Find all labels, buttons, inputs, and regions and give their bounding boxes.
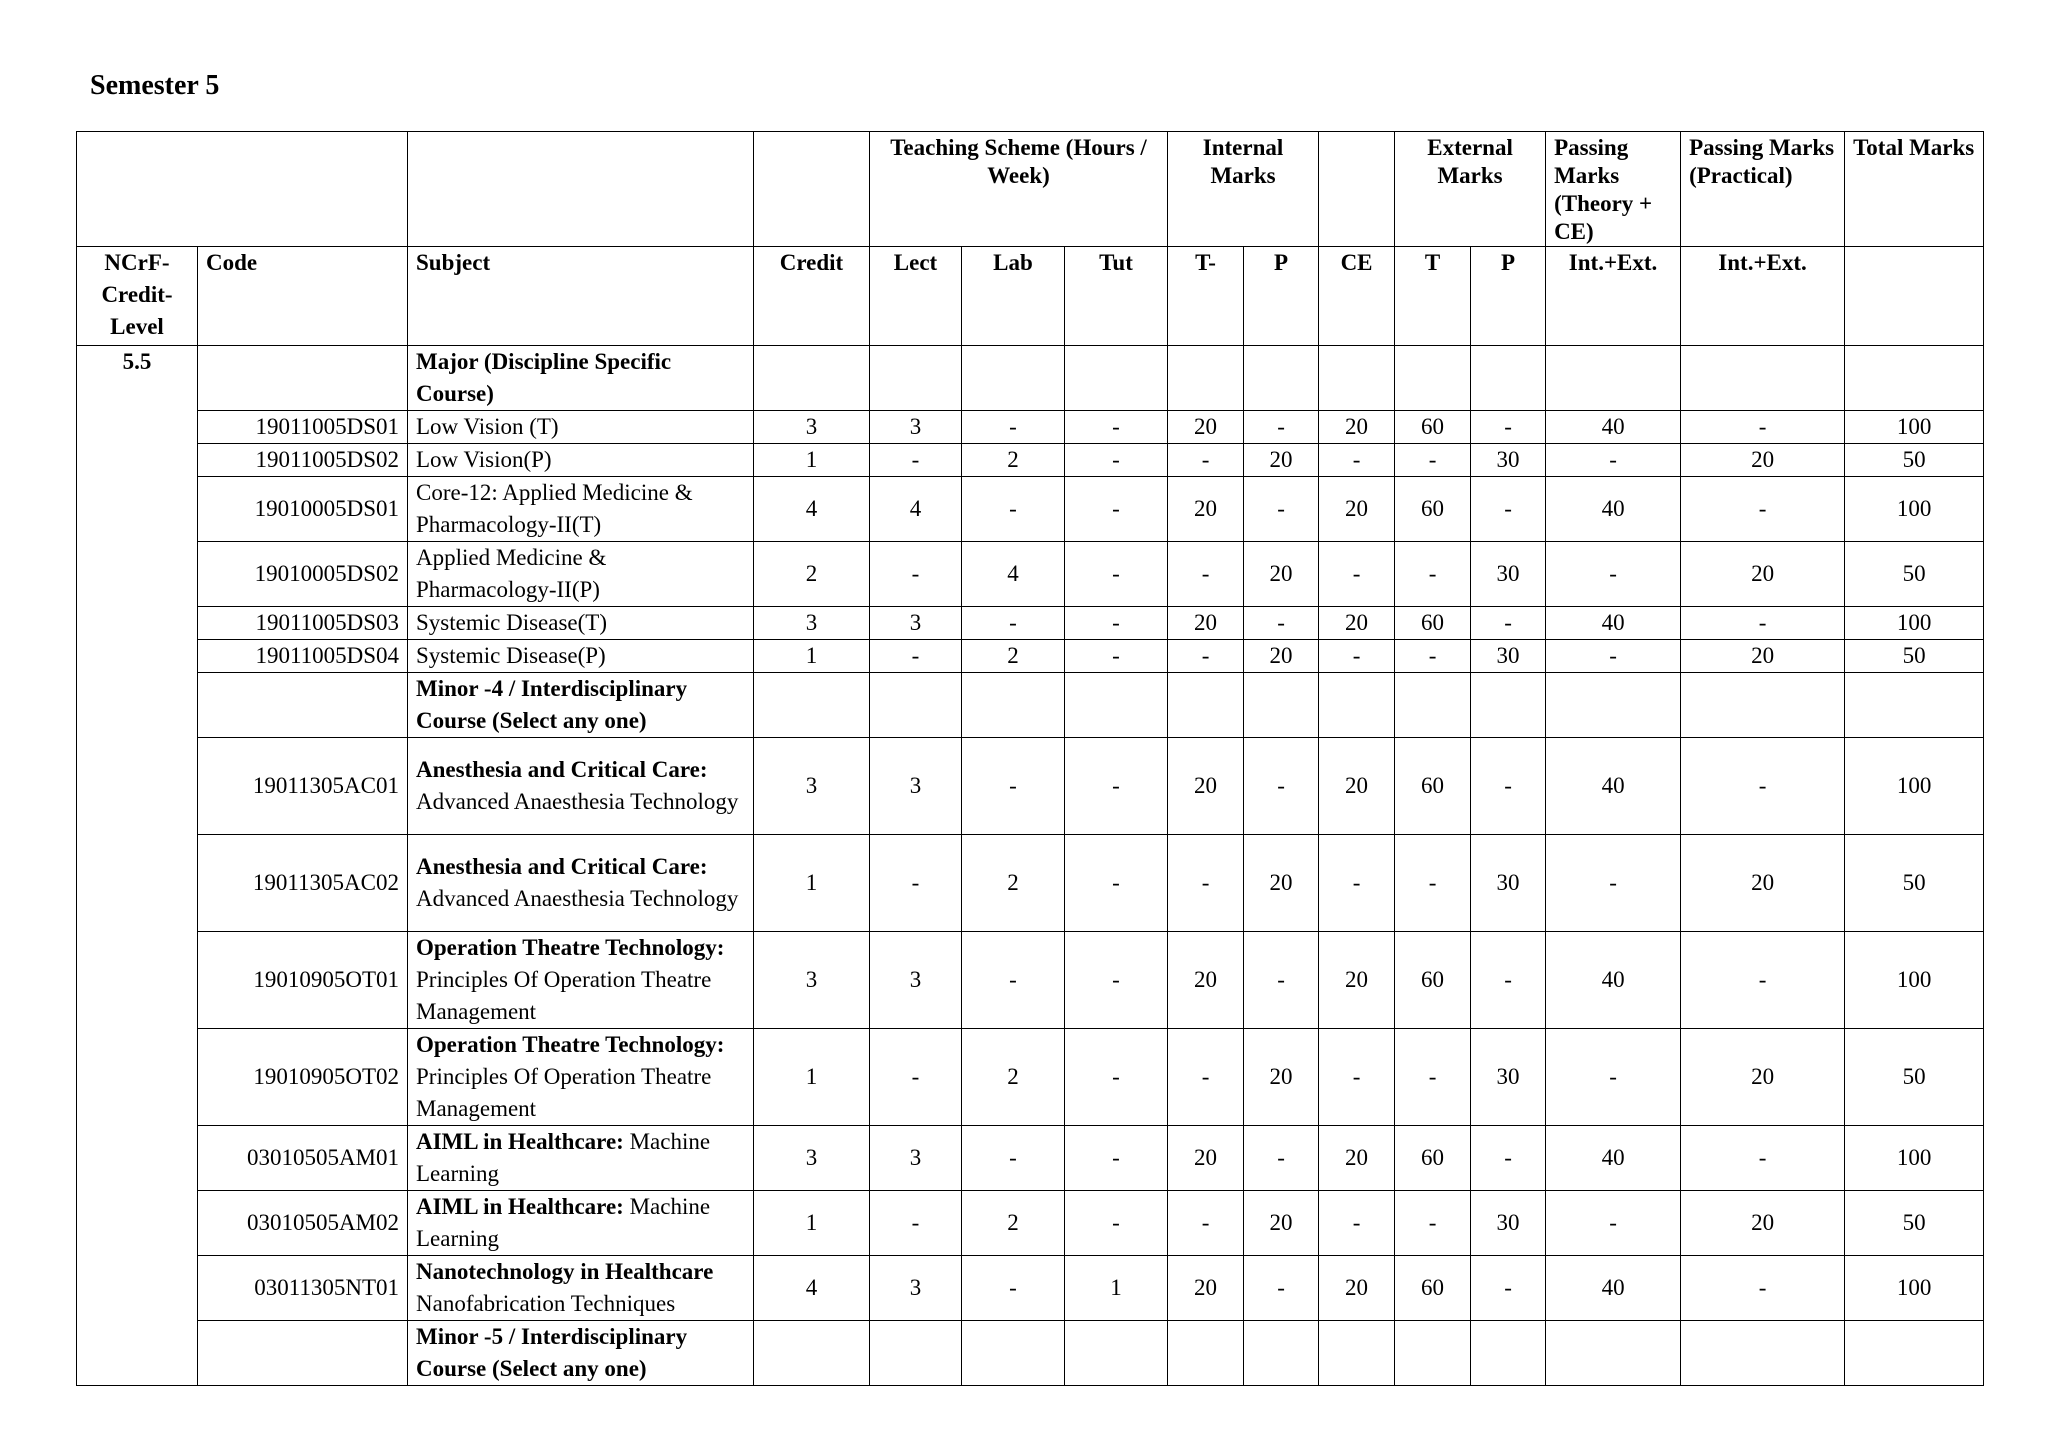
- passing-theory-cell: -: [1546, 1191, 1681, 1256]
- course-subject: [408, 1029, 754, 1126]
- subject-group: Anesthesia and Critical Care:: [416, 854, 708, 879]
- external-p-cell: 30: [1471, 835, 1546, 932]
- table-row: [77, 607, 1984, 640]
- internal-t-cell: 20: [1168, 607, 1244, 640]
- table-row: [77, 640, 1984, 673]
- course-subject: [408, 1126, 754, 1191]
- lect-cell: -: [870, 1191, 962, 1256]
- credit-cell: 1: [754, 1029, 870, 1126]
- table-row: [77, 1256, 1984, 1321]
- table-cell: [1319, 1321, 1395, 1386]
- header-blank: [1319, 132, 1395, 247]
- external-t-cell: 60: [1395, 738, 1471, 835]
- internal-t-cell: 20: [1168, 411, 1244, 444]
- total-cell: 50: [1845, 1191, 1984, 1256]
- col-header-external-t: T: [1395, 247, 1471, 346]
- subject-group: Anesthesia and Critical Care:: [416, 757, 708, 782]
- header-blank: [754, 132, 870, 247]
- tut-cell: -: [1065, 1029, 1168, 1126]
- table-row: [77, 932, 1984, 1029]
- internal-t-cell: 20: [1168, 477, 1244, 542]
- passing-practical-cell: -: [1681, 477, 1845, 542]
- table-cell: [962, 1321, 1065, 1386]
- course-subject: [408, 835, 754, 932]
- internal-t-cell: 20: [1168, 738, 1244, 835]
- lect-cell: 3: [870, 411, 962, 444]
- tut-cell: -: [1065, 932, 1168, 1029]
- table-cell: [1546, 346, 1681, 411]
- table-cell: [1168, 673, 1244, 738]
- internal-t-cell: -: [1168, 1029, 1244, 1126]
- credit-cell: 3: [754, 932, 870, 1029]
- passing-theory-cell: 40: [1546, 738, 1681, 835]
- internal-p-cell: -: [1244, 1126, 1319, 1191]
- credit-cell: 1: [754, 640, 870, 673]
- table-row: [77, 411, 1984, 444]
- total-cell: 50: [1845, 835, 1984, 932]
- table-cell: [1319, 346, 1395, 411]
- table-row: [77, 477, 1984, 542]
- tut-cell: -: [1065, 477, 1168, 542]
- col-header-level: NCrF-Credit-Level: [77, 247, 198, 346]
- passing-theory-cell: 40: [1546, 411, 1681, 444]
- internal-t-cell: 20: [1168, 1126, 1244, 1191]
- header-row-top: [77, 132, 1984, 247]
- course-code: 19011005DS03: [198, 607, 408, 640]
- ce-cell: 20: [1319, 1256, 1395, 1321]
- tut-cell: -: [1065, 640, 1168, 673]
- table-cell: [870, 346, 962, 411]
- lect-cell: 3: [870, 932, 962, 1029]
- lab-cell: 2: [962, 1029, 1065, 1126]
- lect-cell: -: [870, 444, 962, 477]
- table-cell: [1168, 1321, 1244, 1386]
- external-p-cell: -: [1471, 1256, 1546, 1321]
- lab-cell: 2: [962, 640, 1065, 673]
- table-cell: [1065, 673, 1168, 738]
- internal-p-cell: 20: [1244, 835, 1319, 932]
- passing-theory-cell: -: [1546, 444, 1681, 477]
- lect-cell: -: [870, 542, 962, 607]
- course-code: 19010005DS01: [198, 477, 408, 542]
- subject-group: AIML in Healthcare:: [416, 1129, 624, 1154]
- ce-cell: 20: [1319, 607, 1395, 640]
- external-p-cell: 30: [1471, 1029, 1546, 1126]
- table-row: [77, 835, 1984, 932]
- external-p-cell: 30: [1471, 444, 1546, 477]
- internal-p-cell: -: [1244, 607, 1319, 640]
- table-cell: [1395, 1321, 1471, 1386]
- header-row-columns: [77, 247, 1984, 346]
- total-cell: 100: [1845, 1256, 1984, 1321]
- internal-p-cell: 20: [1244, 1029, 1319, 1126]
- ce-cell: -: [1319, 640, 1395, 673]
- passing-practical-cell: -: [1681, 1256, 1845, 1321]
- ce-cell: -: [1319, 1191, 1395, 1256]
- passing-theory-cell: 40: [1546, 932, 1681, 1029]
- subject-group: Nanotechnology in Healthcare: [416, 1259, 714, 1284]
- external-p-cell: 30: [1471, 1191, 1546, 1256]
- table-cell: [1471, 1321, 1546, 1386]
- table-cell: [1319, 673, 1395, 738]
- page-title: Semester 5: [90, 70, 220, 101]
- internal-t-cell: -: [1168, 444, 1244, 477]
- table-cell: [1065, 346, 1168, 411]
- col-header-code: Code: [198, 247, 408, 346]
- table-cell: [1471, 346, 1546, 411]
- subject-name: Low Vision(P): [416, 447, 552, 472]
- ce-cell: -: [1319, 542, 1395, 607]
- col-header-subject: Subject: [408, 247, 754, 346]
- table-cell: [1244, 1321, 1319, 1386]
- external-p-cell: 30: [1471, 640, 1546, 673]
- external-p-cell: -: [1471, 607, 1546, 640]
- credit-cell: 1: [754, 835, 870, 932]
- tut-cell: -: [1065, 1126, 1168, 1191]
- course-code: 19011005DS01: [198, 411, 408, 444]
- credit-cell: 1: [754, 444, 870, 477]
- table-cell: [754, 1321, 870, 1386]
- total-cell: 100: [1845, 738, 1984, 835]
- credit-cell: 1: [754, 1191, 870, 1256]
- course-subject: [408, 932, 754, 1029]
- internal-t-cell: -: [1168, 542, 1244, 607]
- lect-cell: 3: [870, 1126, 962, 1191]
- subject-name: Low Vision (T): [416, 414, 559, 439]
- table-cell: [1395, 346, 1471, 411]
- lect-cell: -: [870, 640, 962, 673]
- passing-practical-cell: 20: [1681, 640, 1845, 673]
- external-t-cell: -: [1395, 1191, 1471, 1256]
- internal-t-cell: -: [1168, 640, 1244, 673]
- col-header-lab: Lab: [962, 247, 1065, 346]
- table-row: [77, 1029, 1984, 1126]
- lab-cell: -: [962, 607, 1065, 640]
- ce-cell: 20: [1319, 411, 1395, 444]
- course-subject: [408, 477, 754, 542]
- lab-cell: -: [962, 411, 1065, 444]
- course-subject: [408, 607, 754, 640]
- course-code: 03010505AM01: [198, 1126, 408, 1191]
- table-cell: [870, 1321, 962, 1386]
- credit-cell: 4: [754, 477, 870, 542]
- col-header-lect: Lect: [870, 247, 962, 346]
- total-cell: 50: [1845, 444, 1984, 477]
- credit-cell: 2: [754, 542, 870, 607]
- external-t-cell: 60: [1395, 1126, 1471, 1191]
- table-cell: [754, 673, 870, 738]
- total-cell: 100: [1845, 477, 1984, 542]
- internal-t-cell: -: [1168, 835, 1244, 932]
- total-cell: 50: [1845, 1029, 1984, 1126]
- tut-cell: -: [1065, 835, 1168, 932]
- internal-p-cell: 20: [1244, 542, 1319, 607]
- subject-group: Operation Theatre Technology:: [416, 935, 725, 960]
- lect-cell: -: [870, 1029, 962, 1126]
- col-header-credit: Credit: [754, 247, 870, 346]
- header-blank: [408, 132, 754, 247]
- subject-name: Advanced Anaesthesia Technology: [416, 886, 739, 911]
- col-header-internal-p: P: [1244, 247, 1319, 346]
- passing-theory-cell: 40: [1546, 1256, 1681, 1321]
- col-header-internal-t: T-: [1168, 247, 1244, 346]
- course-subject: [408, 1256, 754, 1321]
- table-row: [77, 542, 1984, 607]
- external-t-cell: -: [1395, 835, 1471, 932]
- header-passing-theory: Passing Marks (Theory + CE): [1546, 132, 1681, 247]
- total-cell: 100: [1845, 411, 1984, 444]
- total-cell: 100: [1845, 1126, 1984, 1191]
- table-row: [77, 1126, 1984, 1191]
- internal-p-cell: -: [1244, 932, 1319, 1029]
- passing-practical-cell: 20: [1681, 444, 1845, 477]
- external-t-cell: 60: [1395, 932, 1471, 1029]
- internal-p-cell: 20: [1244, 1191, 1319, 1256]
- course-code: 19011305AC01: [198, 738, 408, 835]
- internal-t-cell: -: [1168, 1191, 1244, 1256]
- total-cell: 50: [1845, 542, 1984, 607]
- tut-cell: -: [1065, 1191, 1168, 1256]
- table-cell: [1395, 673, 1471, 738]
- tut-cell: -: [1065, 738, 1168, 835]
- external-p-cell: -: [1471, 477, 1546, 542]
- internal-p-cell: -: [1244, 738, 1319, 835]
- tut-cell: -: [1065, 607, 1168, 640]
- table-cell: [1065, 1321, 1168, 1386]
- lab-cell: -: [962, 1256, 1065, 1321]
- course-code: 19011005DS04: [198, 640, 408, 673]
- header-blank: [77, 132, 408, 247]
- credit-cell: 3: [754, 738, 870, 835]
- subject-group: AIML in Healthcare:: [416, 1194, 624, 1219]
- external-t-cell: 60: [1395, 607, 1471, 640]
- passing-theory-cell: 40: [1546, 607, 1681, 640]
- section-row-minor-4: [77, 673, 1984, 738]
- ce-cell: 20: [1319, 1126, 1395, 1191]
- external-t-cell: 60: [1395, 411, 1471, 444]
- total-cell: 100: [1845, 607, 1984, 640]
- course-code: 03010505AM02: [198, 1191, 408, 1256]
- table-cell: [1546, 673, 1681, 738]
- table-cell: [1681, 673, 1845, 738]
- external-p-cell: -: [1471, 932, 1546, 1029]
- table-cell: [1471, 673, 1546, 738]
- lect-cell: -: [870, 835, 962, 932]
- passing-practical-cell: -: [1681, 607, 1845, 640]
- section-label-major: Major (Discipline Specific Course): [408, 346, 754, 411]
- passing-theory-cell: -: [1546, 835, 1681, 932]
- passing-practical-cell: -: [1681, 1126, 1845, 1191]
- section-row-minor-5: [77, 1321, 1984, 1386]
- credit-cell: 4: [754, 1256, 870, 1321]
- total-cell: 50: [1845, 640, 1984, 673]
- total-cell: 100: [1845, 932, 1984, 1029]
- course-code: 19011305AC02: [198, 835, 408, 932]
- lect-cell: 3: [870, 607, 962, 640]
- col-header-tut: Tut: [1065, 247, 1168, 346]
- ce-cell: -: [1319, 835, 1395, 932]
- header-external-marks: External Marks: [1395, 132, 1546, 247]
- lab-cell: 2: [962, 835, 1065, 932]
- lab-cell: 2: [962, 444, 1065, 477]
- ce-cell: -: [1319, 1029, 1395, 1126]
- course-subject: [408, 1191, 754, 1256]
- external-p-cell: 30: [1471, 542, 1546, 607]
- col-header-passing-practical: Int.+Ext.: [1681, 247, 1845, 346]
- subject-name: Advanced Anaesthesia Technology: [416, 789, 739, 814]
- passing-practical-cell: -: [1681, 411, 1845, 444]
- subject-name: Principles Of Operation Theatre Management: [416, 1064, 712, 1121]
- subject-name: Nanofabrication Techniques: [416, 1291, 676, 1316]
- credit-cell: 3: [754, 607, 870, 640]
- subject-name: Machine Learning: [416, 1194, 711, 1251]
- col-header-external-p: P: [1471, 247, 1546, 346]
- lab-cell: -: [962, 1126, 1065, 1191]
- table-cell: [198, 673, 408, 738]
- internal-p-cell: -: [1244, 411, 1319, 444]
- table-cell: [1168, 346, 1244, 411]
- passing-practical-cell: 20: [1681, 1191, 1845, 1256]
- level-cell: 5.5: [77, 346, 198, 1386]
- table-cell: [1845, 673, 1984, 738]
- table-cell: [870, 673, 962, 738]
- subject-name: Systemic Disease(P): [416, 643, 606, 668]
- passing-practical-cell: 20: [1681, 1029, 1845, 1126]
- subject-name: Applied Medicine & Pharmacology-II(P): [416, 545, 607, 602]
- internal-t-cell: 20: [1168, 1256, 1244, 1321]
- ce-cell: 20: [1319, 738, 1395, 835]
- table-cell: [1244, 346, 1319, 411]
- table-row: [77, 738, 1984, 835]
- course-subject: [408, 640, 754, 673]
- table-cell: [1845, 1321, 1984, 1386]
- lab-cell: -: [962, 738, 1065, 835]
- course-code: 19011005DS02: [198, 444, 408, 477]
- course-code: 03011305NT01: [198, 1256, 408, 1321]
- table-cell: [198, 346, 408, 411]
- internal-p-cell: 20: [1244, 444, 1319, 477]
- subject-group: Operation Theatre Technology:: [416, 1032, 725, 1057]
- col-header-ce: CE: [1319, 247, 1395, 346]
- table-cell: [1546, 1321, 1681, 1386]
- passing-practical-cell: -: [1681, 738, 1845, 835]
- col-header-passing-theory: Int.+Ext.: [1546, 247, 1681, 346]
- course-subject: [408, 542, 754, 607]
- section-label-minor-4: Minor -4 / Interdisciplinary Course (Select any one): [408, 673, 754, 738]
- table-cell: [754, 346, 870, 411]
- tut-cell: -: [1065, 444, 1168, 477]
- course-subject: [408, 444, 754, 477]
- external-p-cell: -: [1471, 1126, 1546, 1191]
- table-cell: [1845, 346, 1984, 411]
- ce-cell: 20: [1319, 477, 1395, 542]
- section-row-major: [77, 346, 1984, 411]
- lab-cell: -: [962, 477, 1065, 542]
- tut-cell: -: [1065, 542, 1168, 607]
- external-t-cell: -: [1395, 542, 1471, 607]
- external-t-cell: 60: [1395, 477, 1471, 542]
- lab-cell: 4: [962, 542, 1065, 607]
- external-t-cell: -: [1395, 444, 1471, 477]
- passing-theory-cell: 40: [1546, 477, 1681, 542]
- internal-t-cell: 20: [1168, 932, 1244, 1029]
- passing-theory-cell: -: [1546, 640, 1681, 673]
- header-teaching-scheme: Teaching Scheme (Hours / Week): [870, 132, 1168, 247]
- scheme-table: [76, 131, 1984, 1386]
- header-total-marks: Total Marks: [1845, 132, 1984, 247]
- credit-cell: 3: [754, 411, 870, 444]
- tut-cell: -: [1065, 411, 1168, 444]
- lect-cell: 3: [870, 1256, 962, 1321]
- course-code: 19010005DS02: [198, 542, 408, 607]
- table-cell: [1681, 1321, 1845, 1386]
- ce-cell: 20: [1319, 932, 1395, 1029]
- header-passing-practical: Passing Marks (Practical): [1681, 132, 1845, 247]
- external-p-cell: -: [1471, 411, 1546, 444]
- internal-p-cell: -: [1244, 1256, 1319, 1321]
- internal-p-cell: 20: [1244, 640, 1319, 673]
- course-code: 19010905OT01: [198, 932, 408, 1029]
- external-p-cell: -: [1471, 738, 1546, 835]
- course-code: 19010905OT02: [198, 1029, 408, 1126]
- passing-practical-cell: -: [1681, 932, 1845, 1029]
- table-row: [77, 1191, 1984, 1256]
- subject-name: Principles Of Operation Theatre Management: [416, 967, 712, 1024]
- external-t-cell: -: [1395, 1029, 1471, 1126]
- col-header-blank: [1845, 247, 1984, 346]
- subject-name: Systemic Disease(T): [416, 610, 607, 635]
- header-internal-marks: Internal Marks: [1168, 132, 1319, 247]
- external-t-cell: -: [1395, 640, 1471, 673]
- table-cell: [1681, 346, 1845, 411]
- course-subject: [408, 411, 754, 444]
- lab-cell: -: [962, 932, 1065, 1029]
- external-t-cell: 60: [1395, 1256, 1471, 1321]
- lab-cell: 2: [962, 1191, 1065, 1256]
- lect-cell: 3: [870, 738, 962, 835]
- internal-p-cell: -: [1244, 477, 1319, 542]
- course-subject: [408, 738, 754, 835]
- passing-practical-cell: 20: [1681, 542, 1845, 607]
- table-cell: [198, 1321, 408, 1386]
- subject-name: Machine Learning: [416, 1129, 711, 1186]
- passing-theory-cell: 40: [1546, 1126, 1681, 1191]
- passing-practical-cell: 20: [1681, 835, 1845, 932]
- subject-name: Core-12: Applied Medicine & Pharmacology-II(T): [416, 480, 693, 537]
- ce-cell: -: [1319, 444, 1395, 477]
- passing-theory-cell: -: [1546, 1029, 1681, 1126]
- table-cell: [1244, 673, 1319, 738]
- lect-cell: 4: [870, 477, 962, 542]
- table-cell: [962, 673, 1065, 738]
- tut-cell: 1: [1065, 1256, 1168, 1321]
- table-cell: [962, 346, 1065, 411]
- table-row: [77, 444, 1984, 477]
- credit-cell: 3: [754, 1126, 870, 1191]
- section-label-minor-5: Minor -5 / Interdisciplinary Course (Select any one): [408, 1321, 754, 1386]
- passing-theory-cell: -: [1546, 542, 1681, 607]
